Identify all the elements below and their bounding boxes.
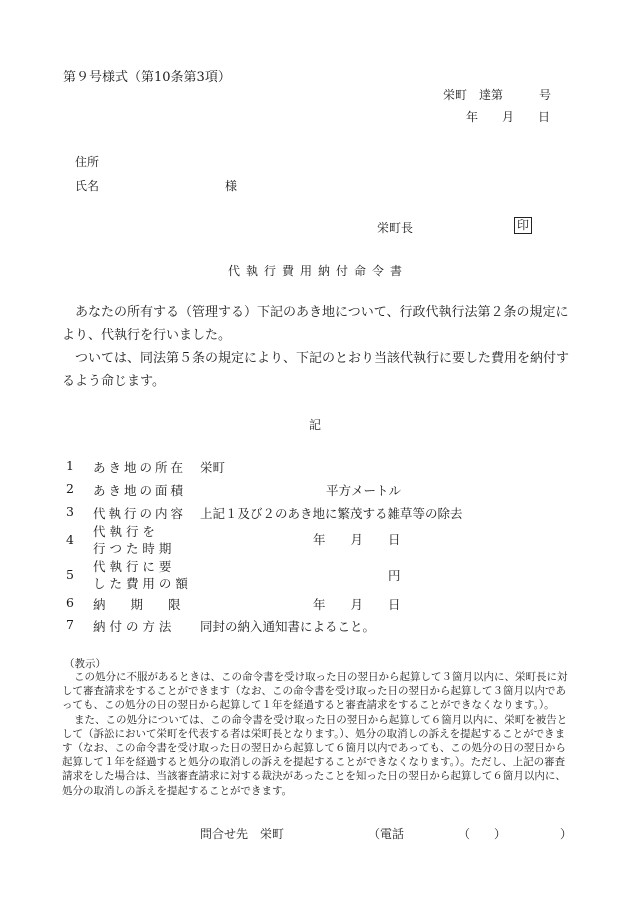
document-date: 年 月 日 [466,110,551,124]
ki-heading: 記 [309,418,322,432]
name-label: 氏名 [75,179,100,193]
document-number: 栄町 達第 号 [443,88,552,102]
contact-phone: （電話 （ ） ） [368,827,573,841]
document-title: 代執行費用納付命令書 [228,264,409,278]
honorific: 様 [225,179,238,193]
notice-paragraph-1: この処分に不服があるときは、この命令書を受け取った日の翌日から起算して３箇月以内に、栄町長に対して審査請求をすることができます（なお、この命令書を受け取った日の翌日から起算して３箇月以内であっても、この処分の日の翌日から起算して１年を経過すると審査請求をすることができなくなります。）。 [62,671,568,712]
item-value: 年 月 日 [313,597,401,612]
item-label-line1: 代 執 行 に 要 [93,559,172,574]
item-row [66,458,576,480]
item-number: 6 [66,595,74,610]
item-number: 3 [66,504,74,519]
issuer-title: 栄町長 [377,221,414,235]
notice-paragraph-2: また、この処分については、この命令書を受け取った日の翌日から起算して６箇月以内に、栄町を被告として（訴訟において栄町を代表する者は栄町長となります。）、処分の取消しの訴えを提起することができます（なお、この命令書を受け取った日の翌日から起算して６箇月以内であっても、この処分の日の翌日から起算して１年を経過すると処分の取消しの訴えを提起することができなくなります。）。ただし、上記の審査請求をした場合は、当該審査請求に対する裁決があったことを知った日の翌日から起算して６箇月以内に、処分の取消しの訴えを提起することができます。 [62,713,568,797]
notice-heading: （教示） [64,658,106,670]
item-label: あき地の所在 [93,460,187,475]
item-label: あき地の面積 [93,483,187,498]
item-row [66,595,576,617]
item-row [66,522,576,560]
item-value: 円 [388,568,401,583]
notice-body [62,670,574,798]
item-label-line2: し た 費 用 の 額 [93,576,188,591]
form-number: 第９号様式（第10条第3項） [63,70,231,85]
address-label: 住所 [75,155,100,169]
body-paragraph-2: ついては、同法第５条の規定により、下記のとおり当該代執行に要した費用を納付するよう命じます。 [62,351,570,389]
item-label-line2: 行 つ た 時 期 [93,541,172,556]
item-number: 7 [66,617,74,632]
item-value: 上記１及び２のあき地に繁茂する雑草等の除去 [200,506,463,521]
body-paragraph-1: あなたの所有する（管理する）下記のあき地について、行政代執行法第２条の規定により、代執行を行いました。 [62,305,569,343]
item-number: 5 [66,567,74,582]
item-label-line1: 代 執 行 を [93,524,155,539]
item-row [66,617,576,639]
item-value: 年 月 日 [313,532,401,547]
item-label: 納 期 限 [93,597,181,612]
item-value: 同封の納入通知書によること。 [200,619,376,634]
item-row [66,481,576,503]
item-value: 平方メートル [326,483,402,498]
item-number: 1 [66,458,74,473]
item-number: 4 [66,532,74,547]
item-row [66,557,576,595]
item-label: 代執行の内容 [93,506,187,521]
contact-label: 問合せ先 栄町 [200,827,285,841]
item-label: 納 付 の 方 法 [93,619,172,634]
item-value: 栄町 [200,460,226,475]
seal-mark: 印 [514,217,532,234]
item-number: 2 [66,481,74,496]
